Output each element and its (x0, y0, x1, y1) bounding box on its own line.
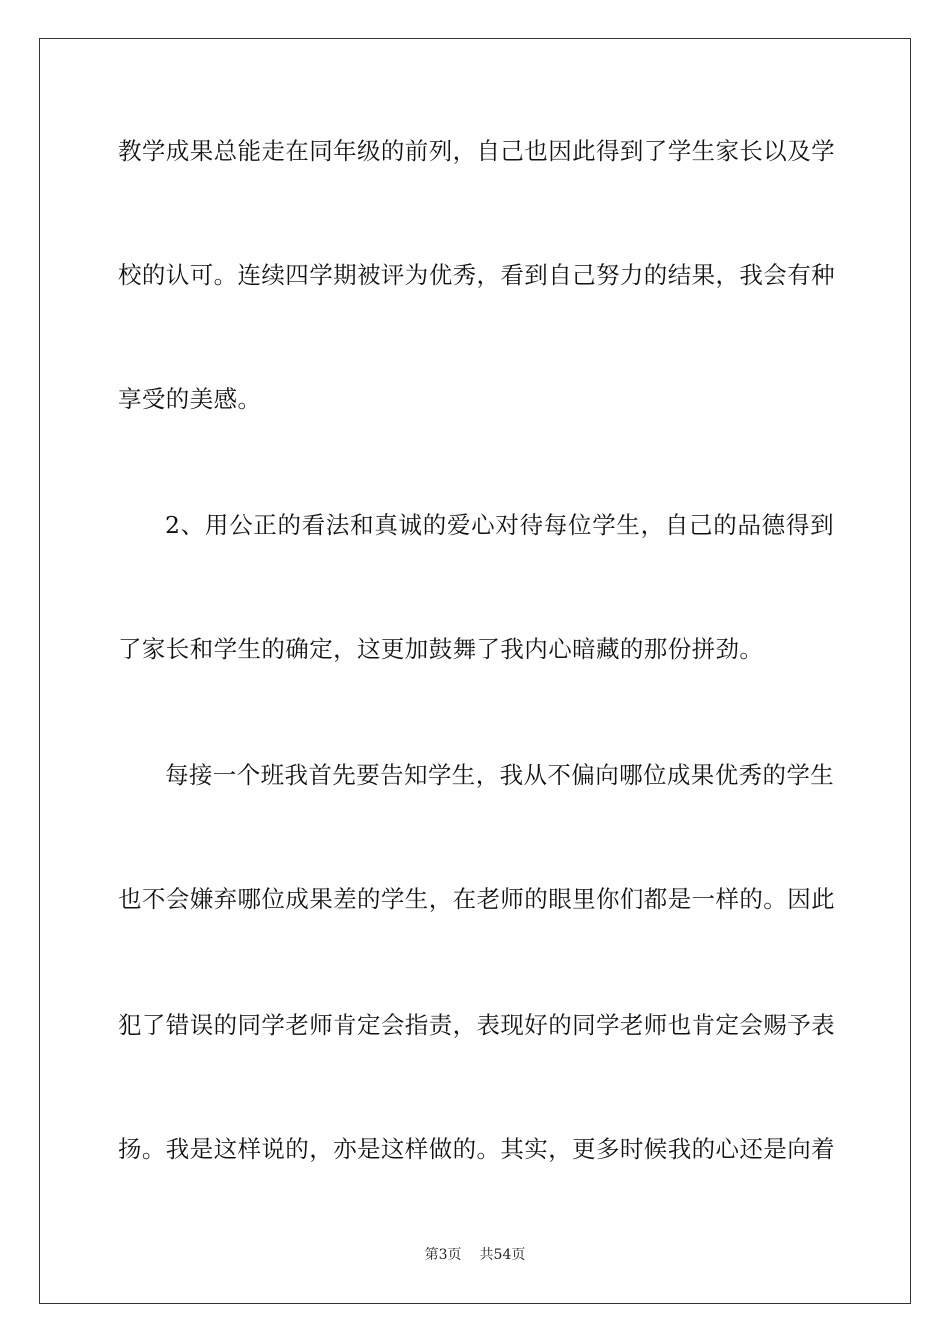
page-footer (0, 1246, 950, 1264)
text-line: 犯了错误的同学老师肯定会指责，表现好的同学老师也肯定会赐予表 (118, 1011, 835, 1039)
text-line: 享受的美感。 (118, 385, 262, 413)
total-pages: 共54页 (479, 1247, 526, 1263)
text-line: 教学成果总能走在同年级的前列，自己也因此得到了学生家长以及学 (118, 137, 835, 165)
text-line: 扬。我是这样说的，亦是这样做的。其实，更多时候我的心还是向着 (118, 1135, 835, 1163)
paragraph-first-line: 每接一个班我首先要告知学生，我从不偏向哪位成果优秀的学生 (165, 761, 835, 789)
text-line: 了家长和学生的确定，这更加鼓舞了我内心暗藏的那份拼劲。 (118, 635, 764, 663)
text-line: 校的认可。连续四学期被评为优秀，看到自己努力的结果，我会有种 (118, 261, 835, 289)
page-number: 第3页 (424, 1247, 462, 1263)
paragraph-first-line: 2、用公正的看法和真诚的爱心对待每位学生，自己的品德得到 (165, 511, 834, 539)
page-border (39, 38, 911, 1304)
text-line: 也不会嫌弃哪位成果差的学生，在老师的眼里你们都是一样的。因此 (118, 885, 835, 913)
